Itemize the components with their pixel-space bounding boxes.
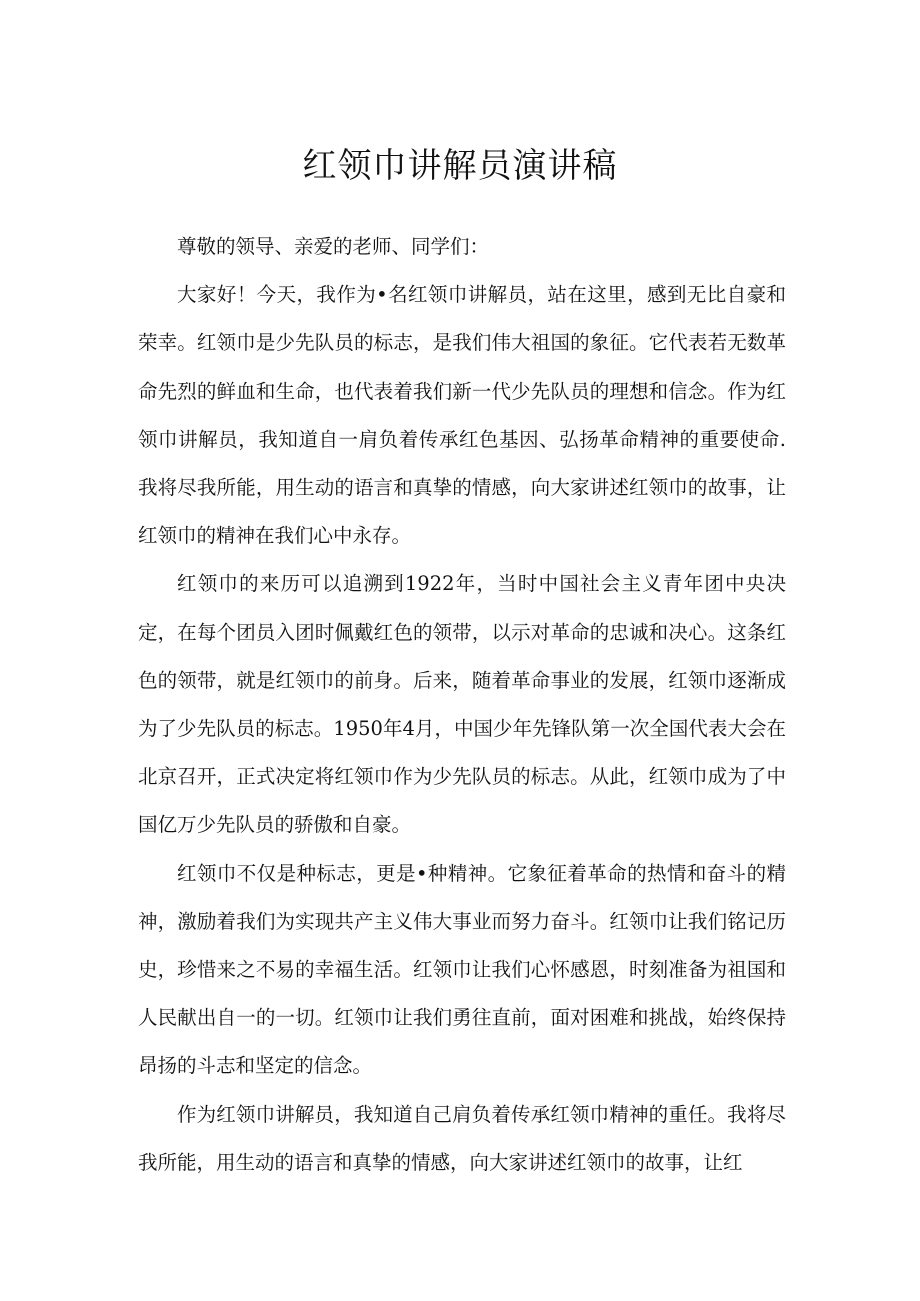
salutation-paragraph: 尊敬的领导、亲爱的老师、同学们： <box>177 235 490 258</box>
document-title: 红领巾讲解员演讲稿 <box>302 146 618 186</box>
body-paragraph-2: 红领巾的来历可以追溯到1922年，当时中国社会主义青年团中央决定，在每个团员入团时佩戴红色的领带，以示对革命的忠诚和决心。这条红色的领带，就是红领巾的前身。后来，随着革命事业的发展，红领巾逐渐成为了少先队员的标志。1950年4月，中国少年先锋队第一次全国代表大会在北京召开，正式决定将红领巾作为少先队员的标志。从此，红领巾成为了中国亿万少先队员的骄傲和自豪。 <box>138 572 786 837</box>
body-paragraph-1: 大家好！今天，我作为•名红领巾讲解员，站在这里，感到无比自豪和荣幸。红领巾是少先队员的标志，是我们伟大祖国的象征。它代表若无数革命先烈的鲜血和生命，也代表着我们新一代少先队员的理想和信念。作为红领巾讲解员，我知道自一肩负着传承红色基因、弘扬革命精神的重要使命.我将尽我所能，用生动的语言和真挚的情感，向大家讲述红领巾的故事，让红领巾的精神在我们心中永存。 <box>138 283 786 548</box>
body-paragraph-3: 红领巾不仅是种标志，更是•种精神。它象征着革命的热情和奋斗的精神，激励着我们为实现共产主义伟大事业而努力奋斗。红领巾让我们铭记历史，珍惜来之不易的幸福生活。红领巾让我们心怀感恩，时刻准备为祖国和人民献出自一的一切。红领巾让我们勇往直前，面对困难和挑战，始终保持昂扬的斗志和坚定的信念。 <box>138 861 786 1078</box>
body-paragraph-4: 作为红领巾讲解员，我知道自己肩负着传承红领巾精神的重任。我将尽我所能，用生动的语言和真挚的情感，向大家讲述红领巾的故事，让红 <box>138 1102 786 1174</box>
document-body <box>138 223 786 1187</box>
